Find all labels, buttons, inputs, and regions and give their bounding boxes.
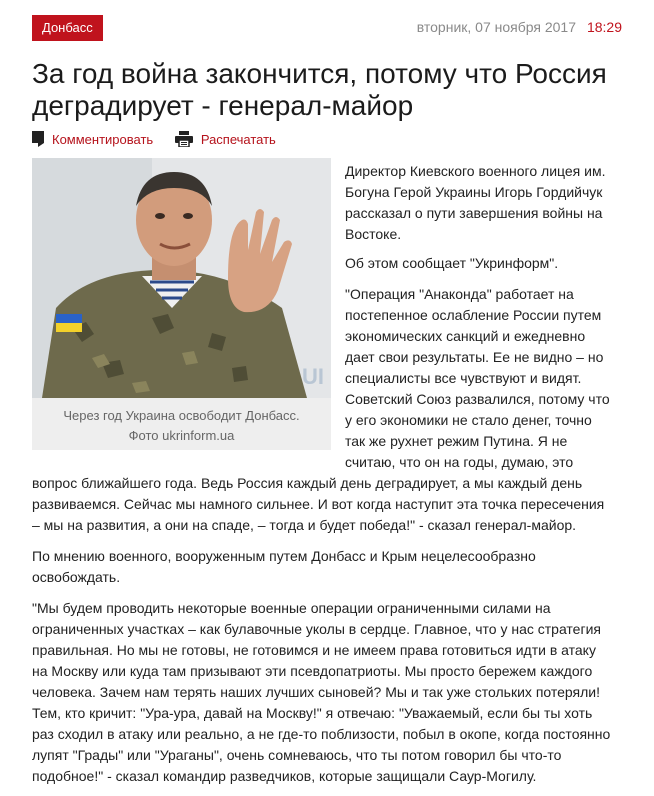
text-line: ограниченных участках – как булавочные уколы в сердце. Главное, что у нас стратегия — [32, 621, 601, 637]
article-header — [0, 0, 654, 52]
paragraph-quote-1-cont — [32, 473, 632, 536]
text-line: "Мы будем проводить некоторые военные операции ограниченными силами на — [32, 600, 551, 616]
paragraph-opinion — [32, 546, 632, 588]
printer-icon — [175, 131, 193, 147]
photo-caption — [32, 406, 331, 446]
text-line: развиваемся. Сейчас мы намного сильнее. И вот когда наступит эта точка пересечения — [32, 496, 605, 512]
text-line: По мнению военного, вооруженным путем Донбасс и Крым нецелесообразно — [32, 548, 536, 564]
article-photo — [32, 158, 331, 398]
text-line: Об этом сообщает "Укринформ". — [345, 255, 559, 271]
text-line: на Москву или куда там призывают эти псевдопатриоты. Мы просто бережем каждого — [32, 663, 593, 679]
paragraph-quote-2 — [32, 598, 632, 787]
text-line: подобное!" - сказал командир разведчиков, которые защищали Саур-Могилу. — [32, 768, 537, 784]
photo-watermark: UI — [302, 364, 324, 389]
text-line: так же рухнет режим Путина. Я не — [345, 433, 568, 449]
publish-time: 18:29 — [586, 19, 622, 35]
text-line: считаю, что он на годы, думаю, это — [345, 454, 574, 470]
print-link[interactable] — [175, 131, 276, 147]
text-line: освобождать. — [32, 569, 121, 585]
text-line: вопрос ближайшего года. Ведь Россия каждый день деградирует, а мы каждый день — [32, 475, 583, 491]
text-line: Тем, кто кричит: "Ура-ура, давай на Москву!" я отвечаю: "Уважаемый, если бы ты хоть — [32, 705, 593, 721]
text-line: рассказал о пути завершения войны на — [345, 205, 603, 221]
text-line: дает свои результаты. Ее не видно – но — [345, 349, 604, 365]
text-line: экономических санкций и ежедневно — [345, 328, 586, 344]
text-line: Директор Киевского военного лицея им. — [345, 163, 606, 179]
paragraph-quote-1 — [345, 284, 630, 473]
article-title: За год война закончится, потому что Россия деградирует - генерал-майор — [32, 58, 607, 121]
text-line: Советский Союз развалился, потому что — [345, 391, 610, 407]
text-line: правильная. Но мы не готовы, не готовимся и не имеем права готовиться идти в атаку — [32, 642, 596, 658]
text-line: "Операция "Анаконда" работает на — [345, 286, 574, 302]
article-actions — [32, 131, 294, 151]
text-line: Востоке. — [345, 226, 402, 242]
paragraph-source — [345, 253, 630, 274]
text-line: – мы на развития, а они на спаде, – тогда и будет победа!" - сказал генерал-майор. — [32, 517, 577, 533]
text-line: специалисты все чувствуют и видят. — [345, 370, 582, 386]
category-tag[interactable]: Донбасс — [32, 15, 103, 41]
comment-link[interactable] — [32, 131, 153, 147]
print-label: Распечатать — [200, 131, 276, 147]
comment-label: Комментировать — [52, 131, 154, 147]
paragraph-intro — [345, 161, 630, 245]
article-figure — [32, 158, 331, 450]
text-line: лупят "Грады" или "Ураганы", очень сомневаюсь, что ты потом говорил бы что-то — [32, 747, 562, 763]
text-line: раз сходил в атаку или реально, а не где-то поблизости, побыл в окопе, когда постоянно — [32, 726, 611, 742]
text-line: у его экономики не стало денег, точно — [345, 412, 592, 428]
caption-line: Через год Украина освободит Донбасс. — [63, 408, 300, 423]
text-line: человека. Зачем нам терять наших лучших сыновей? Мы и так уже стольких потеряли! — [32, 684, 601, 700]
text-line: Богуна Герой Украины Игорь Гордийчук — [345, 184, 603, 200]
text-line: постепенное ослабление России путем — [345, 307, 602, 323]
caption-credit: Фото ukrinform.ua — [128, 428, 235, 443]
publish-date: вторник, 07 ноября 2017 — [416, 19, 576, 35]
comment-bubble-icon — [32, 131, 44, 147]
